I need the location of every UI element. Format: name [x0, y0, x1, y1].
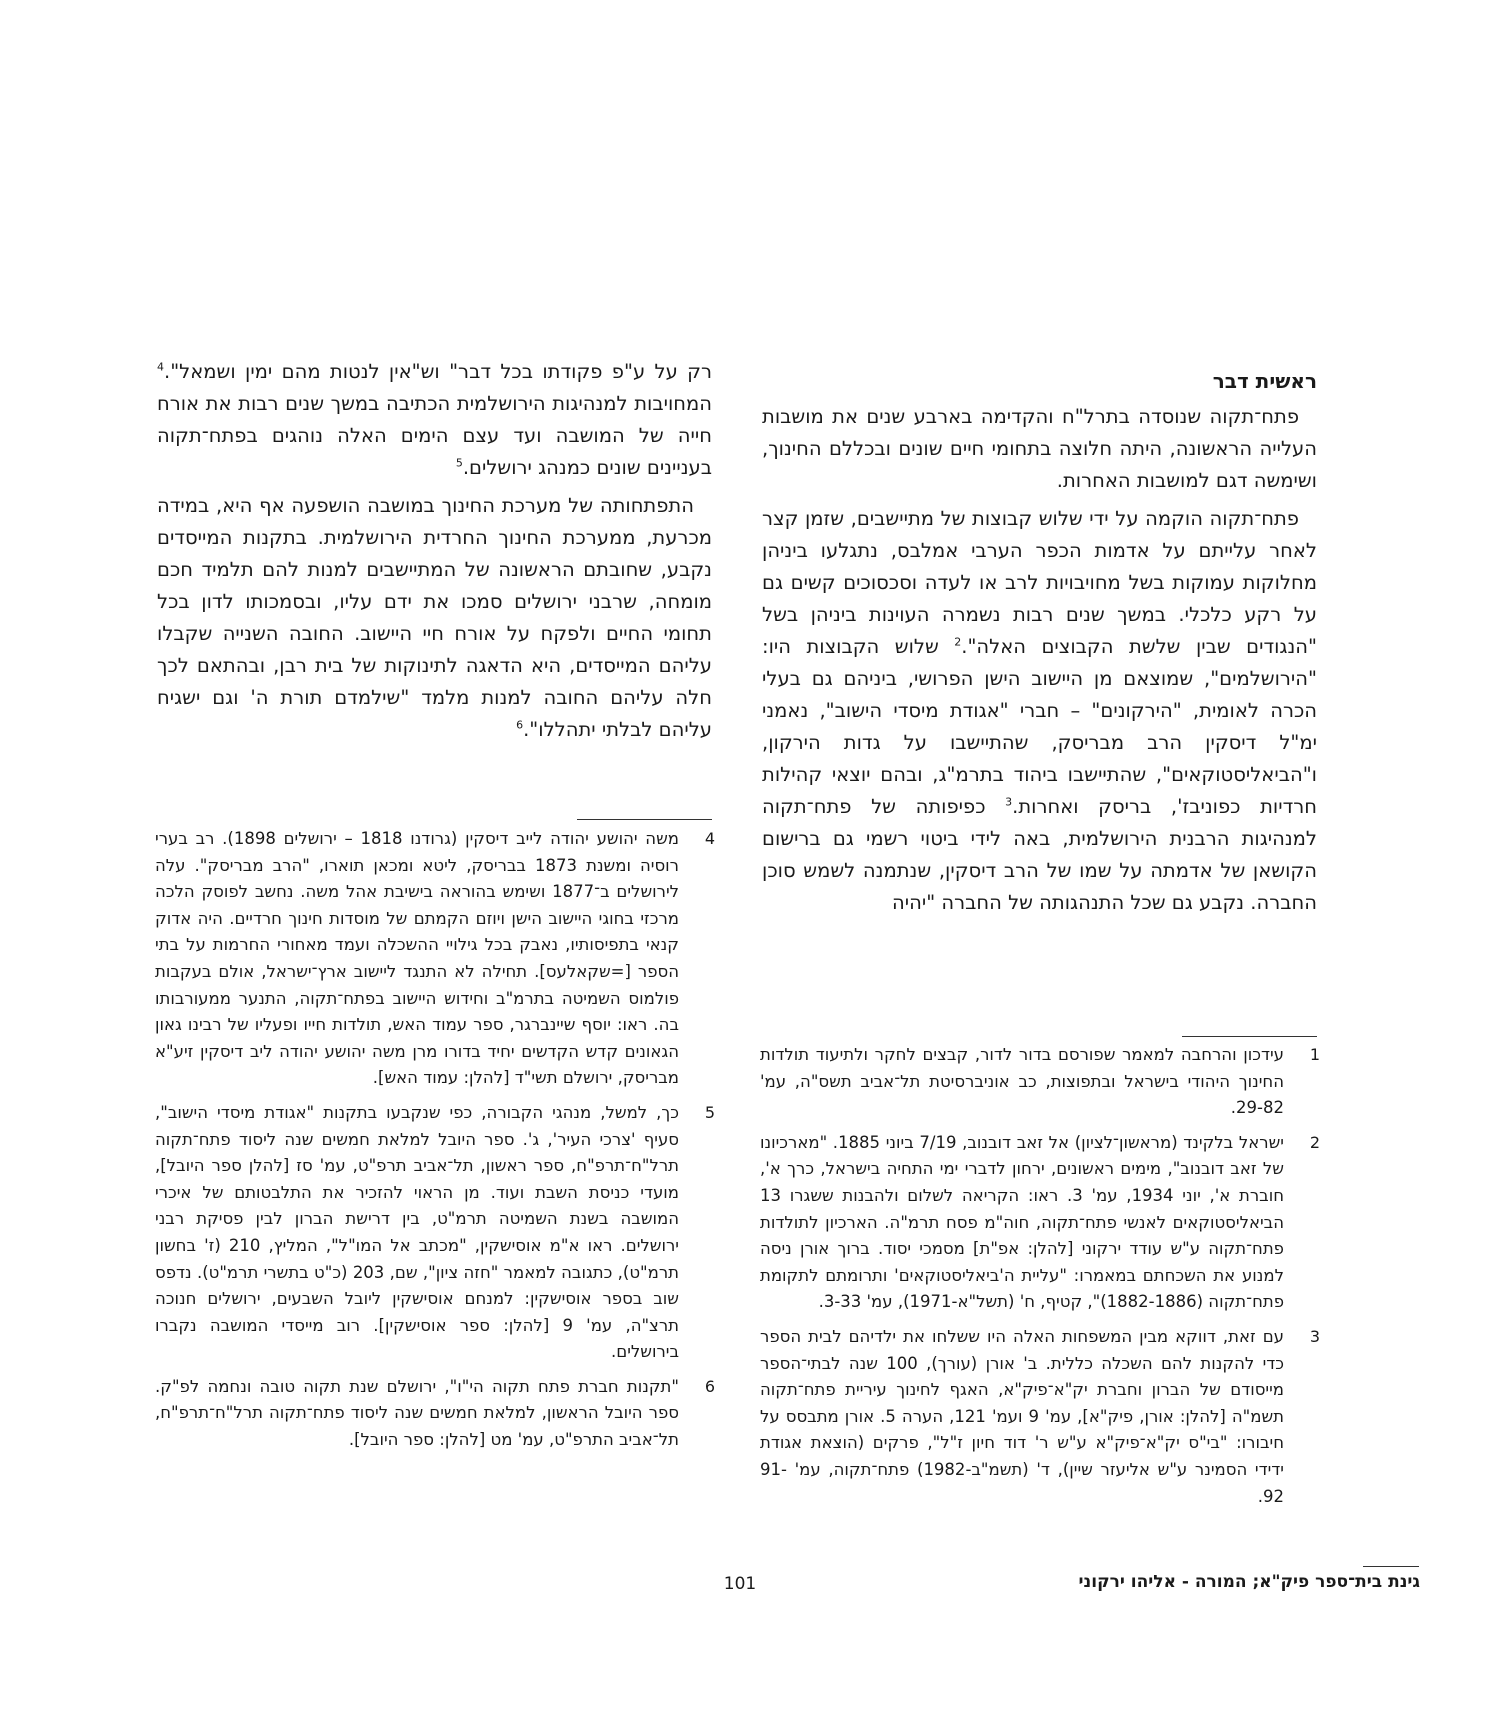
- footnote-text: עם זאת, דווקא מבין המשפחות האלה היו ששלחו את ילדיהם לבית הספר כדי להקנות להם השכלה כללית. ב' אורן (עורך), 100 שנה לבתי־הספר מייסודם של הברון וחברת יק"א־פיק"א, האגף לחינוך עיריית פתח־תקוה תשמ"ה [להלן: אורן, פיק"א], עמ' 9 ועמ' 121, הערה 5. אורן מתבסס על חיבורו: "בי"ס יק"א־פיק"א ע"ש ר' דוד חיון ז"ל", פרקים (הוצאת אגודת ידידי הסמינר ע"ש אליעזר שיין), ד' (תשמ"ב-1982) פתח־תקוה, עמ' 91-92.: [760, 1326, 1285, 1506]
- body-text: המחויבות למנהיגות הירושלמית הכתיבה במשך שנים רבות את אורח חייה של המושבה ועד עצם הימים האלה נוהגים בפתח־תקוה בעניינים שונים כמנהג ירושלים.: [157, 392, 712, 479]
- running-title: גינת בית־ספר פיק"א; המורה - אליהו ירקוני: [1078, 1572, 1420, 1592]
- footnote-number: 3: [1309, 1326, 1320, 1346]
- footnote-number: 5: [704, 1102, 715, 1122]
- body-text: כפיפותה של פתח־תקוה למנהיגות הרבנית הירושלמית, באה לידי ביטוי רשמי גם ברישום הקושאן של אדמתה על שמו של הרב דיסקין, שנתמנה לשמש סוכן החברה. נקבע גם שכל התנהגותה של החברה "יהיה: [762, 795, 1317, 914]
- body-text: התפתחותה של מערכת החינוך במושבה הושפעה אף היא, במידה מכרעת, ממערכת החינוך החרדית הירושלמית. בתקנות המייסדים נקבע, שחובתם הראשונה של המתיישבים למנות להם תלמיד חכם מומחה, שרבני ירושלים סמכו את ידם עליו, ובסמכותו לדון בכל תחומי החיים ולפקח על אורח חיי היישוב. החובה השנייה שקבלו עליהם המייסדים, היא הדאגה לתינוקות של בית רבן, ובהתאם לכך חלה עליהם החובה למנות מלמד "שילמדם תורת ה' וגם ישגיח עליהם לבלתי יתהללו".: [157, 494, 712, 741]
- footnote-text: כך, למשל, מנהגי הקבורה, כפי שנקבעו בתקנות "אגודת מיסדי הישוב", סעיף 'צרכי העיר', ג'. ספר היובל למלאת חמשים שנה ליסוד פתח־תקוה תרל"ח־תרפ"ח, ספר ראשון, תל־אביב תרפ"ט, עמ' סז [להלן ספר היובל], מועדי כניסת השבת ועוד. מן הראוי להזכיר את התלבטותם של איכרי המושבה בשנת השמיטה תרמ"ט, בין דרישת הברון לבין פסיקת רבני ירושלים. ראו א"מ אוסישקין, "מכתב אל המו"ל", המליץ, 210 (ז' בחשון תרמ"ט), כתגובה למאמר "חזה ציון", שם, 203 (כ"ט בתשרי תרמ"ט). נדפס שוב בספר אוסישקין: למנחם אוסישקין ליובל השבעים, ירושלים חנוכה תרצ"ה, עמ' 9 [להלן: ספר אוסישקין]. רוב מייסדי המושבה נקברו בירושלים.: [155, 1102, 680, 1362]
- footer-rule: [1363, 1566, 1419, 1567]
- footnote-number: 6: [704, 1376, 715, 1396]
- footnote-ref-4[interactable]: 4: [157, 360, 164, 374]
- footnote-3: [760, 1324, 1320, 1510]
- right-text-column: [762, 367, 1317, 925]
- footnote-ref-5[interactable]: 5: [455, 456, 463, 470]
- footnote-text: עידכון והרחבה למאמר שפורסם בדור לדור, קבצים לחקר ולתיעוד תולדות החינוך היהודי בישראל ובתפוצות, כב אוניברסיטת תל־אביב תשס"ה, עמ' 29-82.: [760, 1045, 1284, 1118]
- section-heading: ראשית דבר: [1212, 369, 1317, 393]
- body-text: רק על ע"פ פקודתו בכל דבר" וש"אין לנטות מהם ימין ושמאל".: [164, 360, 712, 383]
- body-paragraph-4: [157, 490, 712, 746]
- body-paragraph-3: [157, 356, 712, 484]
- body-text: פתח־תקוה הוקמה על ידי שלוש קבוצות של מתיישבים, שזמן קצר לאחר עלייתם על אדמות הכפר הערבי אמלבס, נתגלעו ביניהן מחלוקות עמוקות בשל מחויבויות לרב או לעדה וסכסוכים קשים גם על רקע כלכלי. במשך שנים רבות נשמרה העוינות ביניהן בשל "הנגודים שבין שלשת הקבוצים האלה".: [762, 507, 1317, 658]
- footnote-1: [760, 1042, 1320, 1122]
- body-text: פתח־תקוה שנוסדה בתרל"ח והקדימה בארבע שנים את מושבות העלייה הראשונה, היתה חלוצה בתחומי חיים שונים ובכללם החינוך, ושימשה דגם למושבות האחרות.: [762, 405, 1317, 492]
- footnote-number: 1: [1309, 1045, 1320, 1064]
- page-number: 101: [723, 1574, 757, 1594]
- footnotes-right: [760, 1042, 1320, 1518]
- footnote-number: 2: [1309, 1132, 1320, 1152]
- footnote-ref-2[interactable]: 2: [954, 635, 962, 649]
- footnote-number: 4: [704, 829, 715, 848]
- body-paragraph-2: [762, 503, 1317, 919]
- footnote-divider-left: [577, 819, 712, 820]
- footnote-text: משה יהושע יהודה לייב דיסקין (גרודנו 1818 – ירושלים 1898). רב בערי רוסיה ומשנת 1873 בבריסק, ליטא ומכאן תוארו, "הרב מבריסק". עלה לירושלים ב־1877 ושימש בהוראה בישיבת אהל משה. נחשב לפוסק הלכה מרכזי בחוגי היישוב הישן ויוזם הקמתם של מוסדות חינוך חרדיים. היה אדוק קנאי בתפיסותיו, נאבק בכל גילויי ההשכלה ועמד מאחורי החרמות על בתי הספר [=שקאלעס]. תחילה לא התנגד ליישוב ארץ־ישראל, אולם בעקבות פולמוס השמיטה בתרמ"ב וחידוש היישוב בפתח־תקוה, התנער ממעורבותו בה. ראו: יוסף שיינברגר, ספר עמוד האש, תולדות חייו ופעליו של רבינו גאון הגאונים קדש הקדשים יחיד בדורו מרן משה יהושע יהודה ליב דיסקין זיע"א מבריסק, ירושלם תשי"ד [להלן: עמוד האש].: [155, 829, 680, 1088]
- footnote-divider-right: [1182, 1036, 1317, 1037]
- left-text-column: [157, 356, 712, 752]
- footnote-6: [155, 1374, 715, 1454]
- footnotes-left: [155, 826, 715, 1462]
- footnote-text: ישראל בלקינד (מראשון־לציון) אל זאב דובנוב, 7/19 ביוני 1885. "מארכיונו של זאב דובנוב", מימים ראשונים, ירחון לדברי ימי התחיה בישראל, כרך א', חוברת א', יוני 1934, עמ' 3. ראו: הקריאה לשלום ולהבנות ששגרו 13 הביאליסטוקאים לאנשי פתח־תקוה, חוה"מ פסח תרמ"ה. הארכיון לתולדות פתח־תקוה ע"ש עודד ירקוני [להלן: אפ"ת] מסמכי יסוד. ברוך אורן ניסה למנוע את השכחתם במאמרו: "עליית ה'ביאליסטוקאים' ותרומתם לתקומת פתח־תקוה (1882-1886)", קטיף, ח' (תשל"א-1971), עמ' 3-33.: [760, 1132, 1284, 1312]
- body-paragraph-1: [762, 401, 1317, 497]
- footnote-4: [155, 826, 715, 1092]
- footnote-text: "תקנות חברת פתח תקוה הי"ו", ירושלם שנת תקוה טובה ונחמה לפ"ק. ספר היובל הראשון, למלאת חמשים שנה ליסוד פתח־תקוה תרל"ח־תרפ"ח, תל־אביב התרפ"ט, עמ' מט [להלן: ספר היובל].: [155, 1376, 679, 1450]
- body-text: שלוש הקבוצות היו: "הירושלמים", שמוצאם מן היישוב הישן הפרושי, ביניהם גם בעלי הכרה לאומית, "הירקונים" – חברי "אגודת מיסדי הישוב", נאמני ימ"ל דיסקין הרב מבריסק, שהתיישבו על גדות הירקון, ו"הביאליסטוקאים", שהתיישבו ביהוד בתרמ"ג, ובהם יוצאי קהילות חרדיות כפוניבז', בריסק ואחרות.: [762, 635, 1317, 818]
- footnote-5: [155, 1100, 715, 1366]
- footnote-2: [760, 1130, 1320, 1316]
- footnote-ref-3[interactable]: 3: [1005, 795, 1013, 809]
- footnote-ref-6[interactable]: 6: [516, 718, 524, 732]
